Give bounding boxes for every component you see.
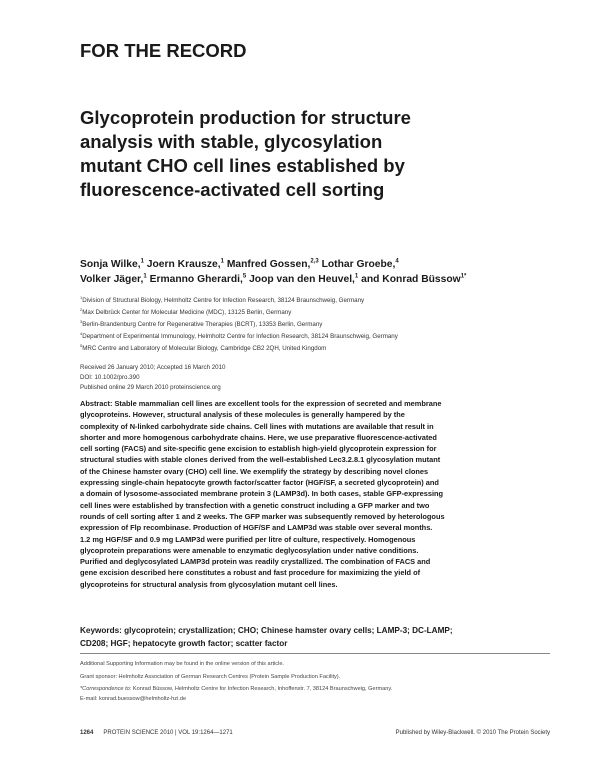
abstract-line: structural studies with stable clones derived from the well-established Lec3.2.8.1 glycosylation mutant <box>80 455 441 465</box>
page-number: 1264 <box>80 730 94 736</box>
abstract-line: cell sorting (FACS) and site-specific gene excision to establish high-yield glycoprotein expression for <box>80 444 437 454</box>
author: Manfred Gossen, <box>226 259 311 270</box>
footnotes <box>80 658 560 708</box>
publisher-notice: Published by Wiley-Blackwell. © 2010 The Protein Society <box>395 730 550 736</box>
author: Volker Jäger, <box>80 274 144 285</box>
title-line: analysis with stable, glycosylation <box>80 131 383 152</box>
affiliation: $^3$Berlin-Brandenburg Centre for Regenerative Therapies (BCRT), 13353 Berlin, Germany <box>80 318 323 328</box>
author: Joop van den Heuvel, <box>249 274 355 285</box>
abstract-line: rounds of cell sorting after 1 and 2 weeks. The GFP marker was subsequently removed by heterologous <box>80 511 445 521</box>
received-accepted: Received 26 January 2010; Accepted 16 March 2010 <box>80 364 226 371</box>
email[interactable]: E-mail: konrad.buessow@helmholtz-hzi.de <box>80 696 187 702</box>
keywords-line: CD208; HGF; hepatocyte growth factor; scatter factor <box>80 639 288 648</box>
abstract-line: glycoproteins. However, structural analysis of these molecules is generally hampered by the <box>80 410 405 420</box>
affiliation: $^2$Max Delbrück Center for Molecular Medicine (MDC), 13125 Berlin, Germany <box>80 306 292 316</box>
author-affil: 1 <box>143 273 147 280</box>
correspondence-note: *Correspondence to: Konrad Büssow, Helmholtz Centre for Infection Research, Inhoffenstr. 7, 38124 Braunschweig, Germany. <box>80 686 393 692</box>
author-affil: 5 <box>242 273 247 280</box>
abstract-line: cell lines were established by transfection with a genetic construct including a GFP marker and two <box>80 500 430 510</box>
author: Lothar Groebe, <box>321 259 396 270</box>
article-dates <box>80 363 226 393</box>
title-line: fluorescence-activated cell sorting <box>80 179 385 200</box>
keywords <box>80 624 453 650</box>
author-affil: 1* <box>460 273 467 280</box>
abstract-line: glycoproteins for structural analysis from glycosylation mutant cell lines. <box>80 579 338 589</box>
affiliation: $^1$Division of Structural Biology, Helmholtz Centre for Infection Research, 38124 Braunschweig, Germany <box>80 294 365 304</box>
title-line: mutant CHO cell lines established by <box>80 155 405 176</box>
author-affil: 4 <box>395 258 399 265</box>
abstract-line: glycoprotein preparations were amenable to enzymatic deglycosylation under native conditions. <box>80 545 419 555</box>
abstract-line: Purified and deglycosylated LAMP3d protein was readily crystallized. The combination of FACS and <box>80 557 431 567</box>
abstract-line: expression of Flp recombinase. Production of HGF/SF and LAMP3d was stable over several months. <box>80 523 433 533</box>
supporting-info-note: Additional Supporting Information may be found in the online version of this article. <box>80 661 284 667</box>
author-affil: 1 <box>220 258 224 265</box>
affiliation: $^5$MRC Centre and Laboratory of Molecular Biology, Cambridge CB2 2QH, United Kingdom <box>80 342 327 352</box>
published-online: Published online 29 March 2010 proteinscience.org <box>80 384 221 391</box>
journal-citation: PROTEIN SCIENCE 2010 | VOL 19:1264—1271 <box>103 730 233 736</box>
abstract-line: gene excision described here constitutes a robust and fast procedure for maximizing the yield of <box>80 568 421 578</box>
doi[interactable]: DOI: 10.1002/pro.390 <box>80 374 140 381</box>
author: Ermanno Gherardi, <box>149 274 243 285</box>
abstract-line: complexity of N-linked carbohydrate side chains. Cell lines with mutations are available that result in <box>80 421 434 431</box>
author-affil: 1 <box>354 273 359 280</box>
author: Joern Krausze, <box>146 259 221 270</box>
author-affil: 1 <box>140 258 144 265</box>
article-title <box>80 106 411 202</box>
footnote-divider <box>80 653 550 654</box>
author-list <box>80 257 466 287</box>
author: and Konrad Büssow <box>361 274 461 285</box>
keywords-line: Keywords: glycoprotein; crystallization; CHO; Chinese hamster ovary cells; LAMP-3; DC-LAMP; <box>80 626 453 635</box>
author: Sonja Wilke, <box>80 259 141 270</box>
page-footer <box>80 729 550 738</box>
author-affil: 2,3 <box>310 258 319 265</box>
abstract-line: Abstract: Stable mammalian cell lines are excellent tools for the expression of secreted and membrane <box>80 399 442 408</box>
abstract-line: 1.2 mg HGF/SF and 0.9 mg LAMP3d were purified per litre of culture, respectively. Homogenous <box>80 534 416 544</box>
abstract-line: of the Chinese hamster ovary (CHO) cell line. We exemplify the strategy by describing novel clones <box>80 466 429 476</box>
title-line: Glycoprotein production for structure <box>80 107 411 128</box>
section-heading: FOR THE RECORD <box>80 40 247 61</box>
abstract-line: expressing single-chain hepatocyte growth factor/scatter factor (HGF/SF, a secreted glycoprotein) and <box>80 478 439 488</box>
footer-spacer <box>233 729 396 738</box>
abstract <box>80 398 445 591</box>
abstract-line: shorter and more homogenous carbohydrate chains. Here, we use preparative fluorescence-activated <box>80 432 437 442</box>
affiliations <box>80 295 398 355</box>
affiliation: $^4$Department of Experimental Immunology, Helmholtz Centre for Infection Research, 38124 Braunschweig, Germany <box>80 330 398 340</box>
grant-note: Grant sponsor: Helmholtz Association of German Research Centres (Protein Sample Production Facility). <box>80 674 341 680</box>
abstract-line: a domain of lysosome-associated membrane protein 3 (LAMP3d). In both cases, stable GFP-expressing <box>80 489 444 499</box>
